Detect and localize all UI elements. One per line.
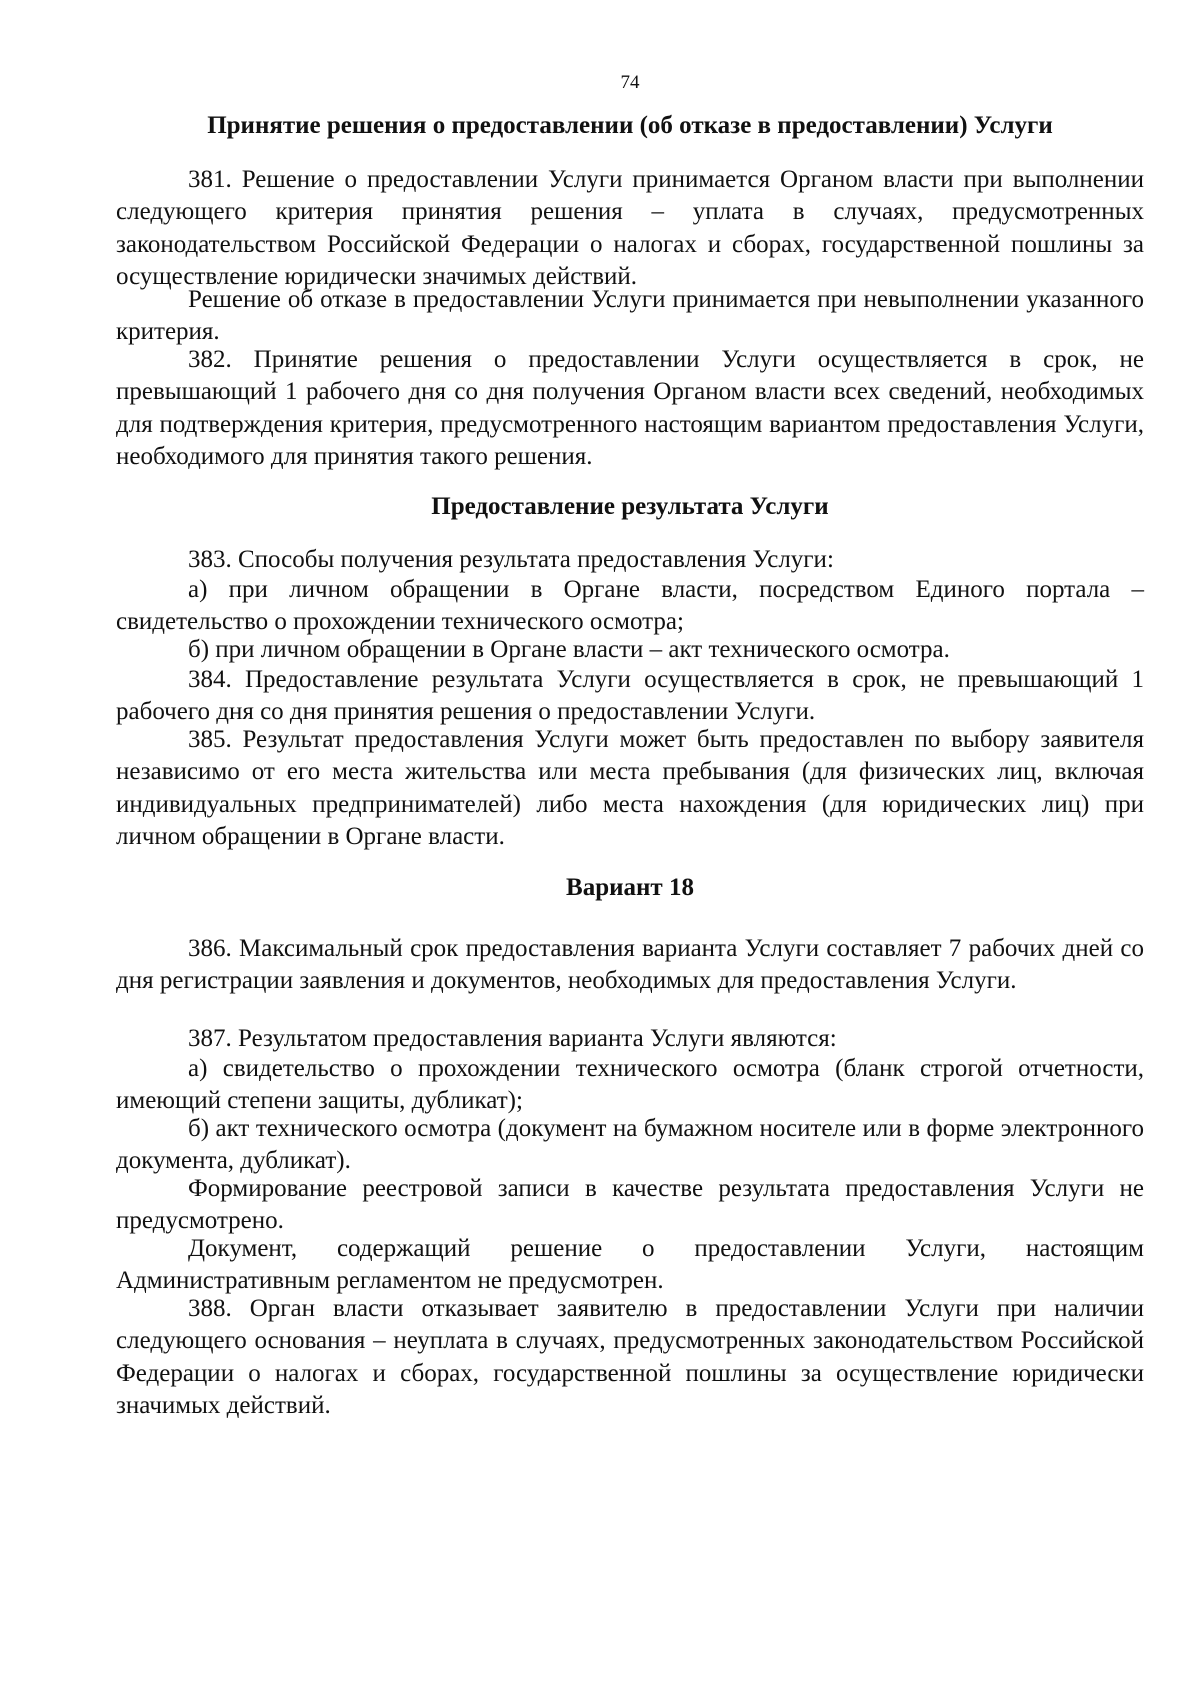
section-heading-decision: Принятие решения о предоставлении (об отказе в предоставлении) Услуги — [207, 112, 1053, 139]
paragraph-383-b: б) при личном обращении в Органе власти – акт технического осмотра. — [188, 636, 950, 663]
page-number: 74 — [620, 72, 640, 93]
paragraph-381-refusal: Решение об отказе в предоставлении Услуги принимается при невыполнении указанного критерия. — [116, 286, 1144, 346]
paragraph-384: 384. Предоставление результата Услуги осуществляется в срок, не превышающий 1 рабочего дня со дня принятия решения о предоставлении Услуги. — [116, 666, 1144, 726]
paragraph-382: 382. Принятие решения о предоставлении Услуги осуществляется в срок, не превышающий 1 рабочего дня со дня получения Органом власти всех сведений, необходимых для подтверждения критерия, предусмотренного настоящим вариантом предоставления Услуги, необходимого для принятия такого решения. — [116, 346, 1144, 471]
paragraph-383: 383. Способы получения результата предоставления Услуги: — [188, 546, 834, 573]
paragraph-387: 387. Результатом предоставления варианта Услуги являются: — [188, 1025, 837, 1052]
paragraph-381: 381. Решение о предоставлении Услуги принимается Органом власти при выполнении следующего критерия принятия решения – уплата в случаях, предусмотренных законодательством Российской Федерации о налогах и сборах, государственной пошлины за осуществление юридически значимых действий. — [116, 166, 1144, 291]
paragraph-386: 386. Максимальный срок предоставления варианта Услуги составляет 7 рабочих дней со дня регистрации заявления и документов, необходимых для предоставления Услуги. — [116, 935, 1144, 995]
paragraph-387-b: б) акт технического осмотра (документ на бумажном носителе или в форме электронного документа, дубликат). — [116, 1115, 1144, 1175]
paragraph-385: 385. Результат предоставления Услуги может быть предоставлен по выбору заявителя независимо от его места жительства или места пребывания (для физических лиц, включая индивидуальных предпринимателей) либо места нахождения (для юридических лиц) при личном обращении в Органе власти. — [116, 726, 1144, 851]
paragraph-388: 388. Орган власти отказывает заявителю в предоставлении Услуги при наличии следующего основания – неуплата в случаях, предусмотренных законодательством Российской Федерации о налогах и сборах, государственной пошлины за осуществление юридически значимых действий. — [116, 1295, 1144, 1420]
paragraph-387-a: а) свидетельство о прохождении технического осмотра (бланк строгой отчетности, имеющий степени защиты, дубликат); — [116, 1055, 1144, 1115]
paragraph-383-a: а) при личном обращении в Органе власти, посредством Единого портала – свидетельство о прохождении технического осмотра; — [116, 576, 1144, 636]
section-heading-variant: Вариант 18 — [566, 874, 694, 901]
section-heading-result: Предоставление результата Услуги — [431, 493, 829, 520]
paragraph-registry-record: Формирование реестровой записи в качестве результата предоставления Услуги не предусмотрено. — [116, 1175, 1144, 1235]
paragraph-decision-document: Документ, содержащий решение о предоставлении Услуги, настоящим Административным регламентом не предусмотрен. — [116, 1235, 1144, 1295]
